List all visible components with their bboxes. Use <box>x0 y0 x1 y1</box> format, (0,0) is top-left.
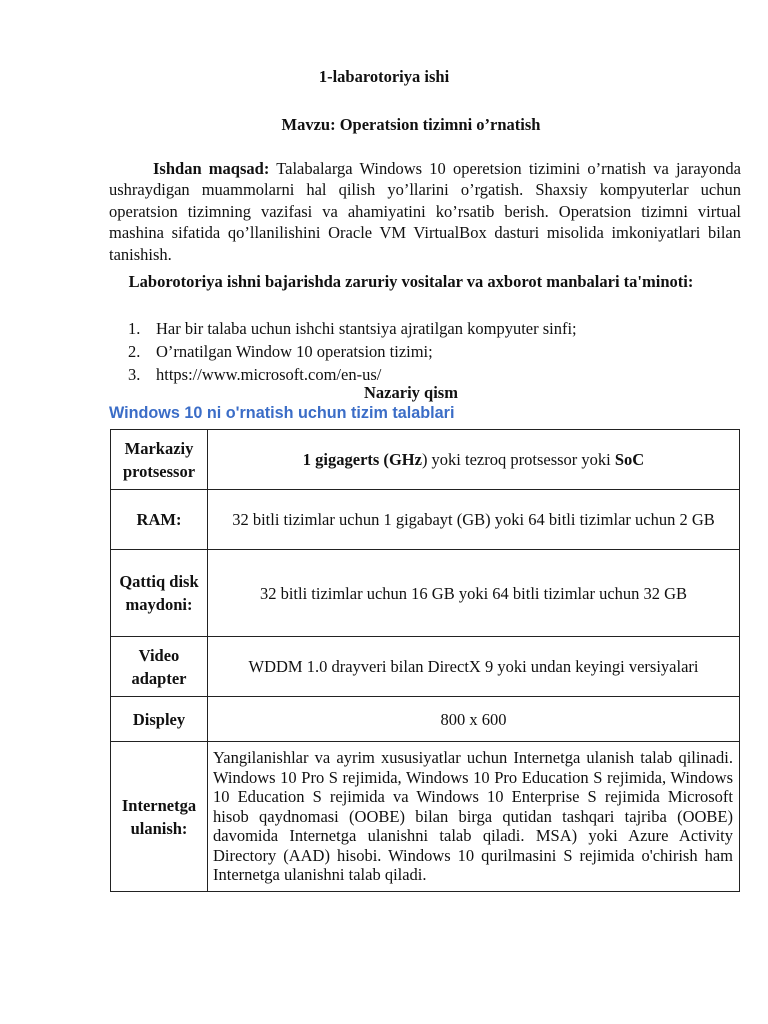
table-row <box>111 550 740 637</box>
list-number: 3. <box>128 365 141 384</box>
list-text: https://www.microsoft.com/en-us/ <box>156 365 382 384</box>
row-label: Qattiq disk maydoni: <box>111 550 208 637</box>
theory-heading: Nazariy qism <box>364 383 458 402</box>
row-value: 800 x 600 <box>208 697 740 742</box>
list-text: O’rnatilgan Window 10 operatsion tizimi; <box>156 342 433 361</box>
row-label: Displey <box>111 697 208 742</box>
list-number: 2. <box>128 342 141 361</box>
row-label: RAM: <box>111 490 208 550</box>
section-heading: Windows 10 ni o'rnatish uchun tizim talablari <box>109 404 455 422</box>
row-value: 32 bitli tizimlar uchun 1 gigabayt (GB) yoki 64 bitli tizimlar uchun 2 GB <box>208 490 740 550</box>
objective-text: Talabalarga Windows 10 operetsion tizimini o’rnatish va jarayonda ushraydigan muammolarni hal qilish yo’llarini o’rgatish. Shaxsiy kompyuterlar uchun operatsion tizimning vazifasi va ahamiyatini ko’rsatib berish. Operatsion tizimni virtual mashina sifatida qo’llanilishini Oracle VM VirtualBox dasturi misolida imkoniyatlari bilan tanishish. <box>109 159 742 264</box>
row-label: Markaziy protsessor <box>111 430 208 490</box>
table-row <box>111 742 740 892</box>
row-value: 32 bitli tizimlar uchun 16 GB yoki 64 bitli tizimlar uchun 32 GB <box>208 550 740 637</box>
row-label: Internetga ulanish: <box>111 742 208 892</box>
table-row <box>111 697 740 742</box>
list-number: 1. <box>128 319 141 338</box>
requirements-heading: Laborotoriya ishni bajarishda zaruriy vositalar va axborot manbalari ta'minoti: <box>128 272 694 291</box>
objective-paragraph <box>109 158 741 265</box>
objective-label: Ishdan maqsad: <box>153 159 270 178</box>
topic-title: Mavzu: Operatsion tizimni o’rnatish <box>281 115 541 134</box>
row-label: Video adapter <box>111 637 208 697</box>
list-item <box>128 340 577 363</box>
table-row <box>111 637 740 697</box>
document-title: 1-labarotoriya ishi <box>318 67 450 86</box>
row-value: WDDM 1.0 drayveri bilan DirectX 9 yoki undan keyingi versiyalari <box>208 637 740 697</box>
table-row <box>111 430 740 490</box>
list-text: Har bir talaba uchun ishchi stantsiya ajratilgan kompyuter sinfi; <box>156 319 577 338</box>
row-value: 1 gigagerts (GHz) yoki tezroq protsessor yoki SoC <box>208 430 740 490</box>
requirements-list <box>128 317 577 386</box>
row-value: Yangilanishlar va ayrim xususiyatlar uchun Internetga ulanish talab qilinadi. Windows 10 Pro S rejimida, Windows 10 Pro Education S rejimida, Windows 10 Education S rejimida va Windows 10 Enterprise S rejimida Microsoft hisob qaydnomasi (OOBE) bilan birga qutidan tashqari tajriba (OOBE) davomida Internetga ulanishni talab qiladi. MSA) yoki Azure Activity Directory (AAD) hisobi. Windows 10 qurilmasini S rejimida o'chirish ham Internetga ulanishni talab qiladi. <box>208 742 740 892</box>
list-item <box>128 317 577 340</box>
system-requirements-table <box>110 429 740 892</box>
table-row <box>111 490 740 550</box>
